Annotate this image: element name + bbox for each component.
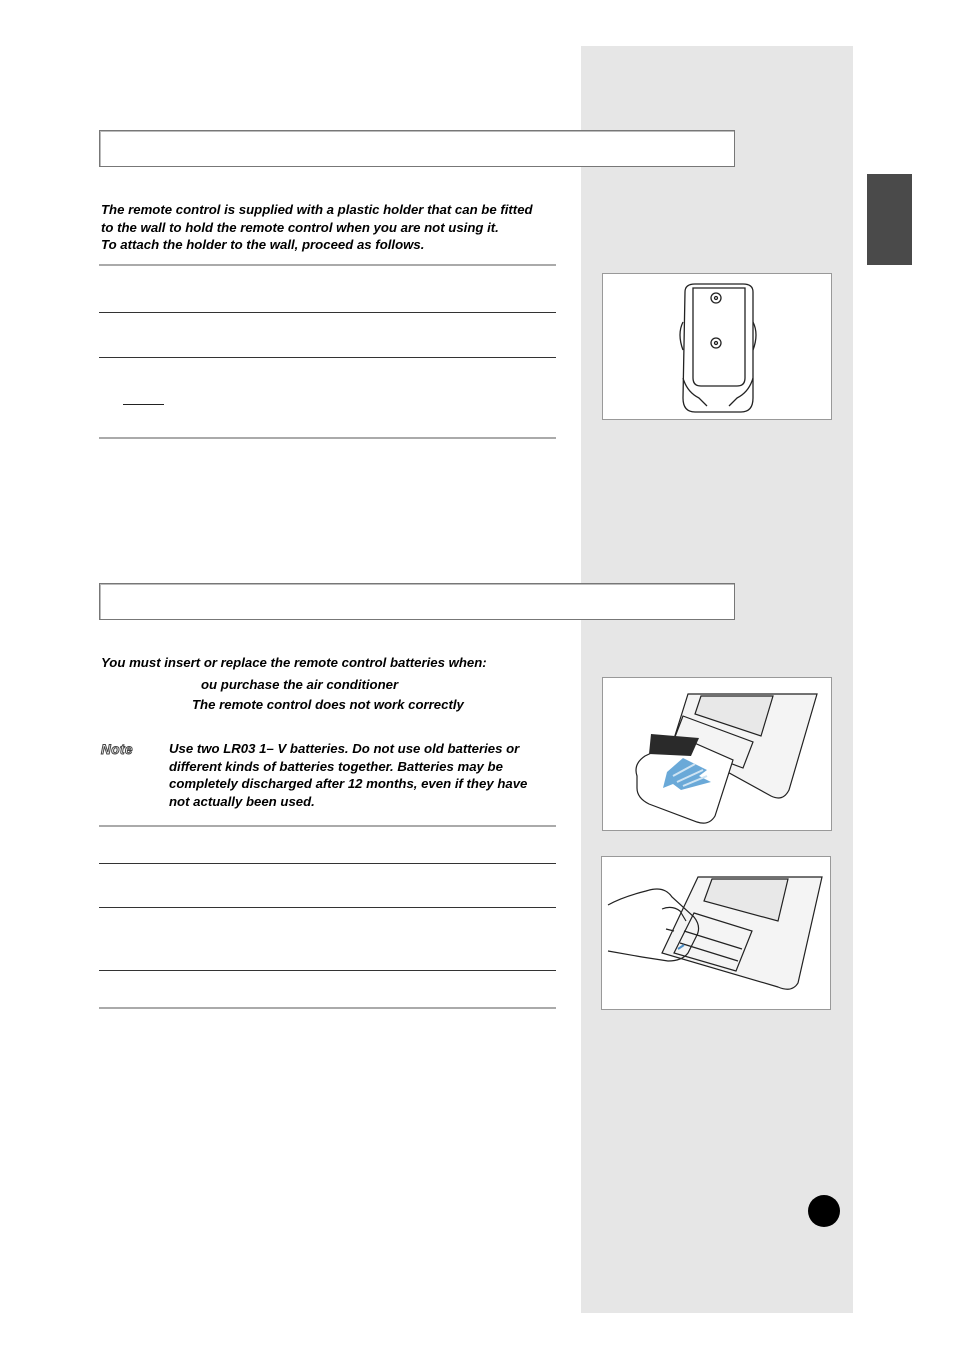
note-line: not actually been used. [169,793,315,809]
divider [99,863,556,864]
divider [99,825,556,827]
battery-insertion-illustration [601,856,831,1010]
cover-removal-drawing [603,678,831,830]
holder-intro-line: To attach the holder to the wall, proceed as follows. [101,237,425,252]
batteries-bullet: The remote control does not work correctly [192,697,464,712]
note-line: Use two LR03 1– V batteries. Do not use old batteries or [169,741,520,756]
divider [99,907,556,908]
battery-cover-removal-illustration [602,677,832,831]
note-line: different kinds of batteries together. Batteries may be [169,758,503,774]
page-number-marker [808,1195,840,1227]
batteries-intro: You must insert or replace the remote control batteries when: [101,655,487,670]
divider [99,437,556,439]
remote-holder-illustration [602,273,832,420]
divider [99,970,556,971]
holder-intro [101,201,533,254]
chapter-tab [867,174,912,265]
holder-intro-line: The remote control is supplied with a plastic holder that can be fitted [101,202,533,217]
battery-insertion-drawing [602,857,830,1009]
divider [99,264,556,266]
section-header-holder [99,130,735,167]
divider [99,1007,556,1009]
holder-intro-line: to the wall to hold the remote control when you are not using it. [101,219,499,235]
section-header-batteries [99,583,735,620]
divider [99,357,556,358]
note-text [169,740,527,810]
note-label: Note [101,742,133,757]
note-line: completely discharged after 12 months, even if they have [169,776,528,791]
holder-drawing [603,274,831,419]
divider [99,312,556,313]
underline-mark [123,404,164,405]
batteries-bullet: ou purchase the air conditioner [201,677,399,692]
